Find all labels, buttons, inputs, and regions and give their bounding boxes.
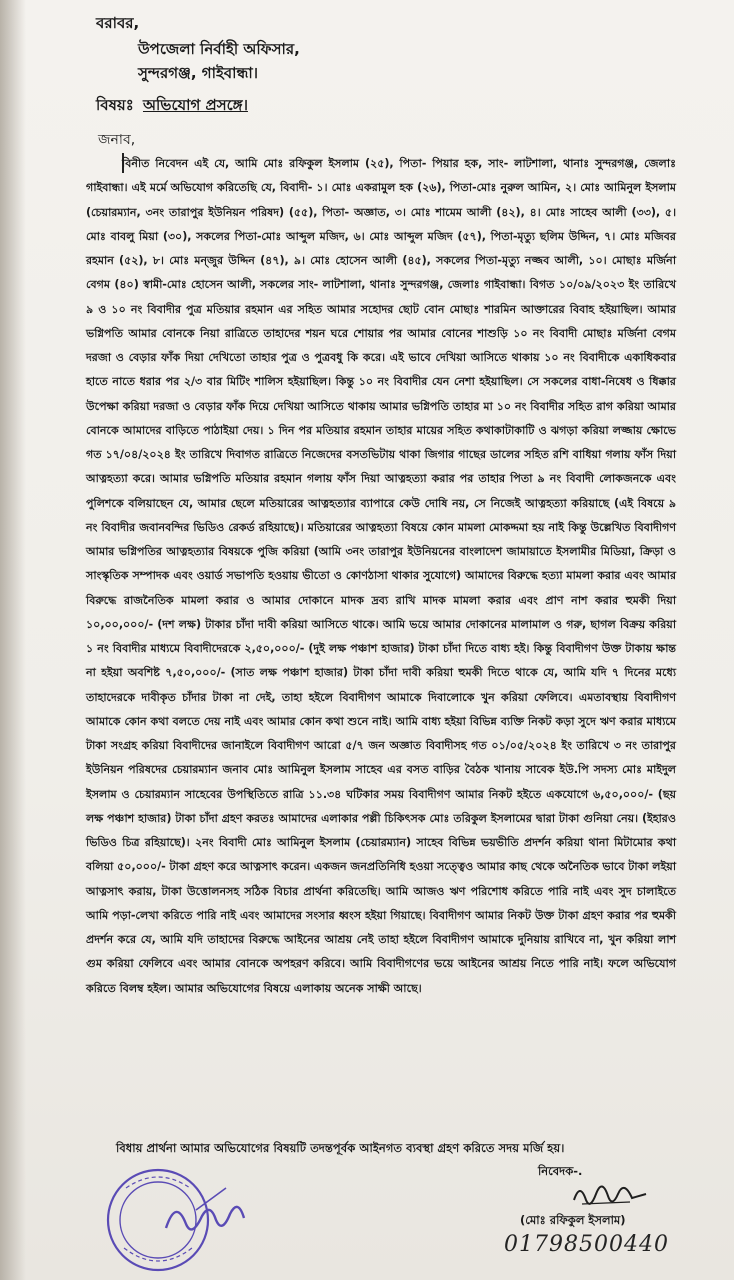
- page-edge-shadow: [0, 0, 26, 1280]
- official-stamp-icon: [96, 1158, 266, 1280]
- subject-label: বিষয়ঃ: [96, 96, 134, 114]
- handwritten-signature-icon: [568, 1178, 658, 1216]
- recipient-title: উপজেলা নির্বাহী অফিসার,: [138, 40, 300, 58]
- subject-value: অভিযোগ প্রসঙ্গে।: [142, 96, 248, 114]
- subject-line: [96, 94, 248, 119]
- letter-body: বিনীত নিবেদন এই যে, আমি মোঃ রফিকুল ইসলাম (২৫), পিতা- পিয়ার হক, সাং- লাটশালা, থানাঃ সুন্দরগঞ্জ, জেলাঃ গাইবান্ধা। এই মর্মে অভিযোগ করিতেছি যে, বিবাদী- ১। মোঃ একরামুল হক (২৬), পিতা-মোঃ নুরুল আমিন, ২। মোঃ আমিনুল ইসলাম (চেয়ারম্যান, ৩নং তারাপুর ইউনিয়ন পরিষদ) (৫৫), পিতা- অজ্ঞাত, ৩। মোঃ শামেম আলী (৪২), ৪। মোঃ সাহেব আলী (৩৩), ৫। মোঃ বাবলু মিয়া (৩০), সকলের পিতা-মোঃ আব্দুল মজিদ, ৬। মোঃ আব্দুল মজিদ (৫৭), পিতা-মৃত্যু ছলিম উদ্দিন, ৭। মোঃ মজিবর রহমান (৫২), ৮। মোঃ মন্জুর উদ্দিন (৪৭), ৯। মোঃ হোসেন আলী (৪৫), সকলের পিতা-মৃত্যু নজ্জব আলী, ১০। মোছাঃ মর্জিনা বেগম (৪০) স্বামী-মোঃ হোসেন আলী, সকলের সাং- লাটশালা, থানাঃ সুন্দরগঞ্জ, জেলাঃ গাইবান্ধা। বিগত ১০/০৯/২০২৩ ইং তারিখে ৯ ও ১০ নং বিবাদীর পুত্র মতিয়ার রহমান এর সহিত আমার সহোদর ছোট বোন মোছাঃ শারমিন আক্তারের বিবাহ হইয়াছিল। আমার ভগ্নিপতি আমার বোনকে নিয়া রাত্রিতে তাহাদের শয়ন ঘরে শোয়ার পর আমার বোনের শাশুড়ি ১০ নং বিবাদী মোছাঃ মর্জিনা বেগম দরজা ও বেড়ার ফাঁক দিয়া দেখিতো তাহার পুত্র ও পুত্রবধু কি করে। এই ভাবে দেখিয়া আসিতে থাকায় ১০ নং বিবাদীকে একাধিকবার হাতে নাতে ধরার পর ২/৩ বার মিটিং শালিস হইয়াছিল। কিন্তু ১০ নং বিবাদীর যেন নেশা হইয়াছিল। সে সকলের বাধা-নিষেধ ও ধিক্কার উপেক্ষা করিয়া দরজা ও বেড়ার ফাঁক দিয়ে দেখিয়া আসিতে থাকায় আমার ভগ্নিপতি তাহার মা ১০ নং বিবাদীর সহিত রাগ করিয়া আমার বোনকে আমাদের বাড়িতে পাঠাইয়া দেয়। ১ দিন পর মতিয়ার রহমান তাহার মায়ের সহিত কথাকাটাকাটি ও ঝগড়া করিয়া লজ্জায় ক্ষোভে গত ১৭/০৪/২০২৪ ইং তারিখে দিবাগত রাত্রিতে নিজেদের বসতভিটায় থাকা জিগার গাছের ডালের সহিত রশি বাধিয়া গলায় ফাঁস দিয়া আত্নহত্যা করে। আমার ভগ্নিপতি মতিয়ার রহমান গলায় ফাঁস দিয়া আত্নহত্যা করার পর তাহার পিতা ৯ নং বিবাদী লোকজনকে এবং পুলিশকে বলিয়াছেন যে, আমার ছেলে মতিয়ারের আত্নহত্যার ব্যাপারে কেউ দোষি নয়, সে নিজেই আত্নহত্যা করিয়াছে (এই বিষয়ে ৯ নং বিবাদীর জবানবন্দির ভিডিও রেকর্ড রহিয়াছে)। মতিয়ারের আত্নহত্যা বিষয়ে কোন মামলা মোকদ্দমা হয় নাই কিন্তু উল্লেখিত বিবাদীগণ আমার ভগ্নিপতির আত্নহত্যার বিষয়কে পুজি করিয়া (আমি ৩নং তারাপুর ইউনিয়নের বাংলাদেশ জামায়াতে ইসলামীর মিডিয়া, ক্রিড়া ও সাংস্কৃতিক সম্পাদক এবং ওয়ার্ড সভাপতি হওয়ায় ভীতো ও কোণঠাসা থাকার সুযোগে) আমাদের বিরুদ্ধে হত্যা মামলা করার এবং আমার বিরুদ্ধে রাজনৈতিক মামলা করার ও আমার দোকানে মাদক দ্রব্য রাখি মাদক মামলা করার এবং প্রাণ নাশ করার হুমকী দিয়া ১০,০০,০০০/- (দশ লক্ষ) টাকার চাঁদা দাবী করিয়া আসিতে থাকে। আমি ভয়ে আমার দোকানের মালামাল ও গরু, ছাগল বিক্রয় করিয়া ১ নং বিবাদীর মাধ্যমে বিবাদীদেরকে ২,৫০,০০০/- (দুই লক্ষ পঞ্চাশ হাজার) টাকা চাঁদা দিতে বাধ্য হই। কিন্তু বিবাদীগণ উক্ত টাকায় ক্ষান্ত না হইয়া অবশিষ্ট ৭,৫০,০০০/- (সাত লক্ষ পঞ্চাশ হাজার) টাকা চাঁদা দাবী করিয়া হুমকী দিতে থাকে যে, আমি যদি ৭ দিনের মধ্যে তাহাদেরকে দাবীকৃত চাঁদার টাকা না দেই, তাহা হইলে বিবাদীগণ আমাকে দিবালোকে খুন করিয়া ফেলিবে। এমতাবস্থায় বিবাদীগণ আমাকে কোন কথা বলতে দেয় নাই এবং আমার কোন কথা শুনে নাই। আমি বাধ্য হইয়া বিভিন্ন ব্যক্তি নিকট কড়া সুদে ঋণ করার মাধ্যমে টাকা সংগ্রহ করিয়া বিবাদীদের জানাইলে বিবাদীগণ আরো ৫/৭ জন অজ্ঞাত বিবাদীসহ গত ০১/০৫/২০২৪ ইং তারিখে ৩ নং তারাপুর ইউনিয়ন পরিষদের চেয়ারম্যান জনাব মোঃ আমিনুল ইসলাম সাহেব এর বসত বাড়ির বৈঠক খানায় সাবেক ইউ.পি সদস্য মোঃ মাইদুল ইসলাম ও চেয়ারম্যান সাহেবের উপস্থিতিতে রাত্রি ১১.৩৪ ঘটিকার সময় বিবাদীগণ আমার নিকট হইতে একযোগে ৬,৫০,০০০/- (ছয় লক্ষ পঞ্চাশ হাজার) টাকা চাঁদা গ্রহণ করতঃ আমাদের এলাকার পল্লী চিকিৎসক মোঃ তরিকুল ইসলামের দ্বারা টাকা গুনিয়া নেয়। (ইহারও ভিডিও চিত্র রহিয়াছে)। ২নং বিবাদী মোঃ আমিনুল ইসলাম (চেয়ারম্যান) সাহেব বিভিন্ন ভয়ভীতি প্রদর্শন করিয়া থানা মিটামোর কথা বলিয়া ৫০,০০০/- টাকা গ্রহণ করে আত্নসাৎ করেন। একজন জনপ্রতিনিধি হওয়া সত্ত্বেও আমার কাছ থেকে অনৈতিক ভাবে টাকা লইয়া আত্নসাৎ করায়, টাকা উত্তোলনসহ সঠিক বিচার প্রার্থনা করিতেছি। আমি আজও ঋণ পরিশোধ করিতে পারি নাই এবং সুদ চালাইতে আমি পড়া-লেখা করিতে পারি নাই এবং আমাদের সংসার ধ্বংস হইয়া গিয়াছে। বিবাদীগণ আমার নিকট উক্ত টাকা গ্রহণ করার পর হুমকী প্রদর্শন করে যে, আমি যদি তাহাদের বিরুদ্ধে আইনের আশ্রয় নেই তাহা হইলে বিবাদীগণ আমাকে দুনিয়ায় রাখিবে না, খুন করিয়া লাশ গুম করিয়া ফেলিবে এবং আমার বোনকে অপহরণ করিবে। আমি বিবাদীগণের ভয়ে আইনের আশ্রয় নিতে পারি নাই। ফলে অভিযোগ করিতে বিলম্ব হইল। আমার অভিযোগের বিষয়ে এলাকায় অনেক সাক্ষী আছে।: [86, 157, 676, 995]
- closing-request: বিধায় প্রার্থনা আমার অভিযোগের বিষয়টি তদন্তপূর্বক আইনগত ব্যবস্থা গ্রহণ করিতে সদয় মর্জি হয়।: [116, 1141, 565, 1155]
- signature-label: নিবেদক-.: [538, 1164, 583, 1178]
- greeting: জনাব,: [98, 132, 136, 148]
- phone-number: 01798500440: [504, 1232, 669, 1257]
- signer-name: (মোঃ রফিকুল ইসলাম): [520, 1213, 626, 1227]
- salutation: বরাবর,: [96, 14, 140, 32]
- recipient-location: সুন্দরগঞ্জ, গাইবান্ধা।: [138, 64, 259, 82]
